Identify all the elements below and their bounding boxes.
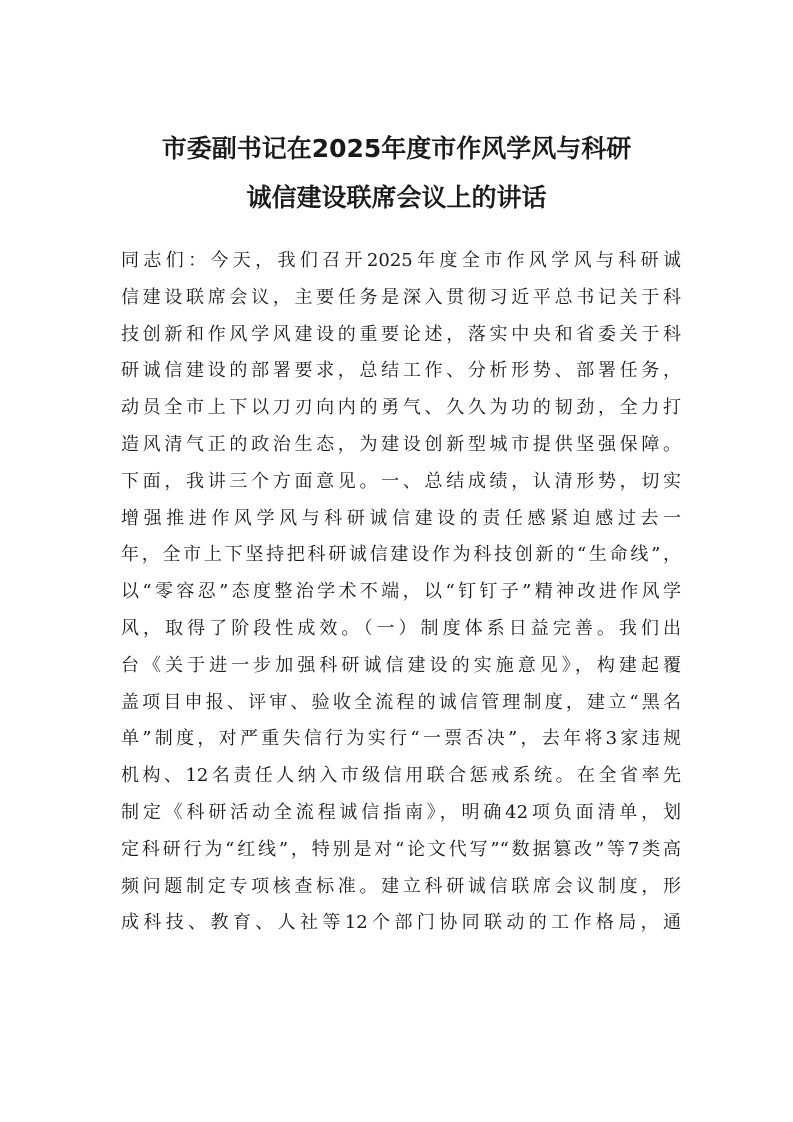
body-line: 单”制度，对严重失信行为实行“一票否决”，去年将3家违规 [121,728,681,750]
body-line: 台《关于进一步加强科研诚信建设的实施意见》，构建起覆 [121,654,681,676]
body-line: 年，全市上下坚持把科研诚信建设作为科技创新的“生命线”， [121,544,681,566]
body-line: 研诚信建设的部署要求，总结工作、分析形势、部署任务， [121,360,681,382]
body-line: 以“零容忍”态度整治学术不端，以“钉钉子”精神改进作风学 [121,581,681,603]
body-line: 增强推进作风学风与科研诚信建设的责任感紧迫感过去一 [121,507,681,529]
body-line: 成科技、教育、人社等12个部门协同联动的工作格局，通 [121,912,681,934]
body-line: 制定《科研活动全流程诚信指南》，明确42项负面清单，划 [121,801,681,823]
body-line: 盖项目申报、评审、验收全流程的诚信管理制度，建立“黑名 [121,691,681,713]
body-line: 风，取得了阶段性成效。（一）制度体系日益完善。我们出 [121,617,681,639]
body-line: 造风清气正的政治生态，为建设创新型城市提供坚强保障。 [121,433,681,455]
body-line: 同志们：今天，我们召开2025年度全市作风学风与科研诚 [121,250,681,271]
body-line: 信建设联席会议，主要任务是深入贯彻习近平总书记关于科 [121,286,681,308]
document-body [121,243,681,942]
document-title-line-2: 诚信建设联席会议上的讲话 [246,183,547,212]
body-line: 定科研行为“红线”，特别是对“论文代写”“数据篡改”等7类高 [121,838,681,860]
body-line: 机构、12名责任人纳入市级信用联合惩戒系统。在全省率先 [121,765,681,787]
body-line: 频问题制定专项核查标准。建立科研诚信联席会议制度，形 [121,875,681,897]
body-line: 下面，我讲三个方面意见。一、总结成绩，认清形势，切实 [121,470,681,492]
body-line: 动员全市上下以刀刃向内的勇气、久久为功的韧劲，全力打 [121,397,681,419]
body-line: 技创新和作风学风建设的重要论述，落实中央和省委关于科 [121,323,681,345]
document-title-line-1: 市委副书记在2025年度市作风学风与科研 [161,134,632,163]
